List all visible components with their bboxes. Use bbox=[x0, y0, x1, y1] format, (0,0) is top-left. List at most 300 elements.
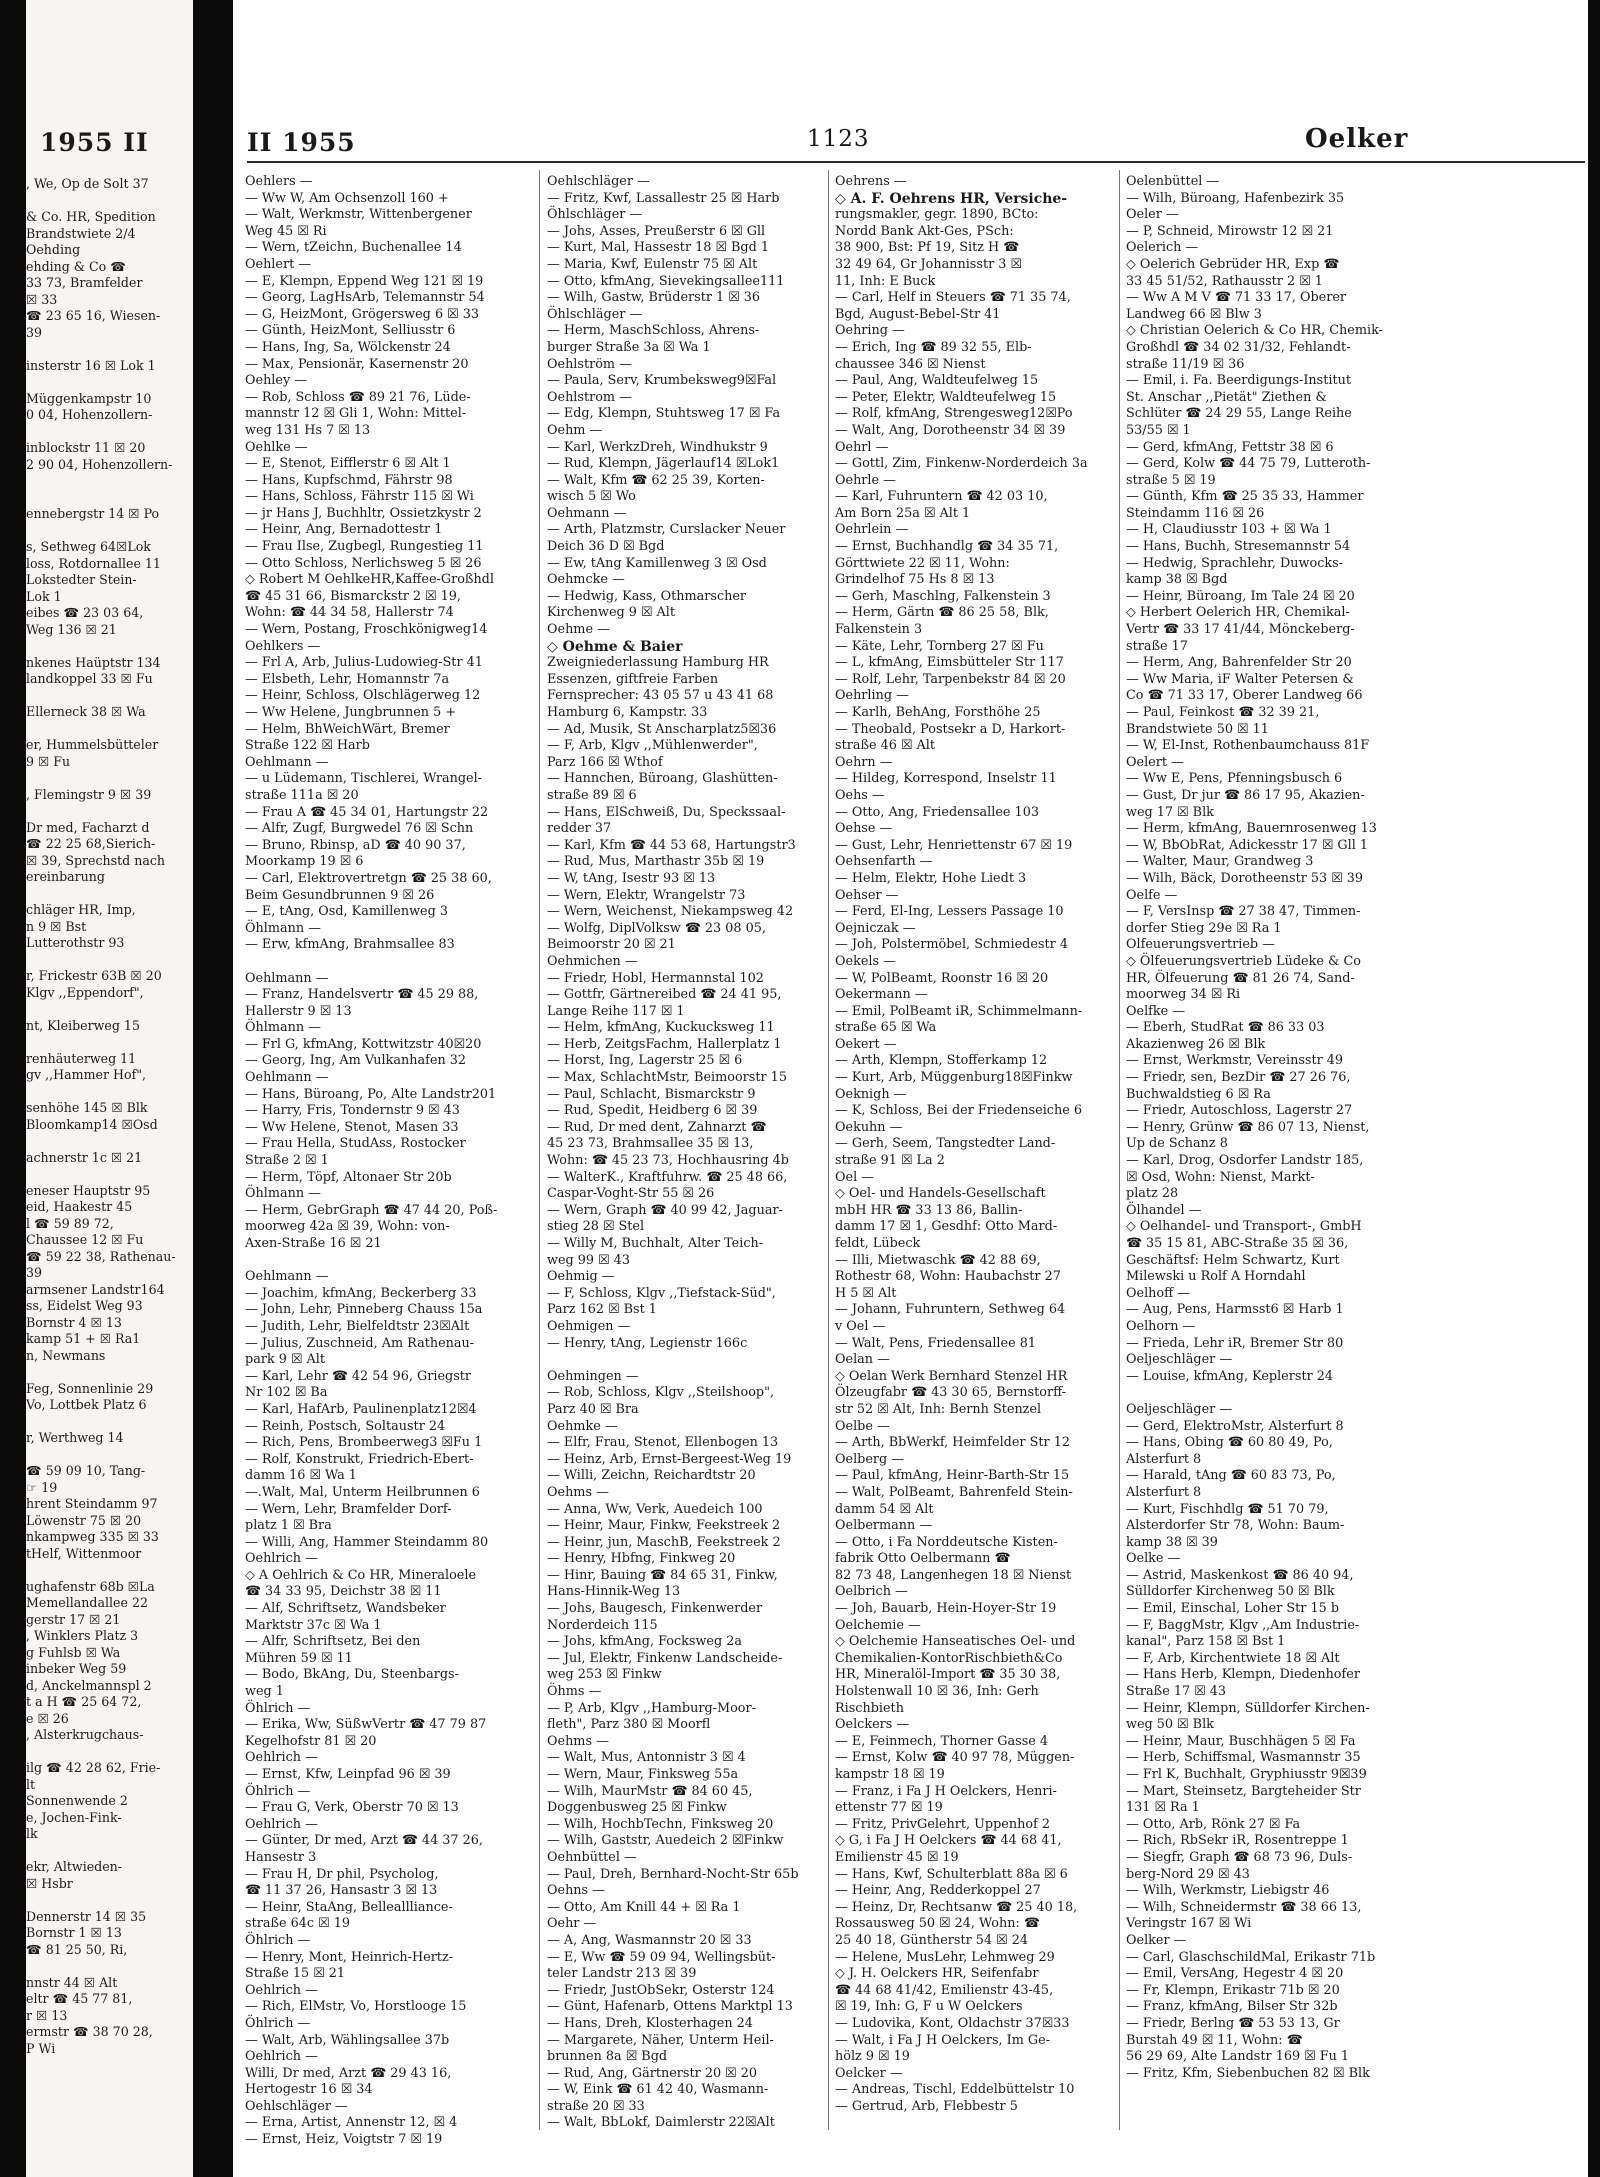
directory-entry-line: — Andreas, Tischl, Eddelbüttelstr 10 bbox=[835, 2082, 1075, 2098]
directory-entry-line: — Walt, PolBeamt, Bahrenfeld Stein- bbox=[835, 1484, 1073, 1500]
directory-entry-line: moorweg 42a ☒ 39, Wohn: von- bbox=[245, 1219, 450, 1235]
directory-entry-line: Moorkamp 19 ☒ 6 bbox=[245, 854, 364, 870]
directory-entry-line: — Wilh, MaurMstr ☎ 84 60 45, bbox=[547, 1783, 753, 1799]
directory-entry-line: straße 17 bbox=[1126, 638, 1188, 654]
directory-entry-line: — E, Ww ☎ 59 09 94, Wellingsbüt- bbox=[547, 1949, 776, 1965]
directory-entry-line: Oeknigh — bbox=[835, 1086, 907, 1102]
directory-entry-line: Oehmcke — bbox=[547, 572, 625, 588]
directory-entry-line: ermstr ☎ 38 70 28, bbox=[26, 2024, 153, 2039]
directory-entry-line: Oelke — bbox=[1126, 1551, 1181, 1567]
directory-entry-line bbox=[26, 803, 193, 820]
directory-entry-line bbox=[547, 1352, 839, 1369]
directory-entry-line: — Willi, Zeichn, Reichardtstr 20 bbox=[547, 1468, 756, 1484]
directory-entry-line: — Gust, Dr jur ☎ 86 17 95, Akazien- bbox=[1126, 787, 1365, 803]
directory-entry-line: — F, Arb, Klgv ,,Mühlenwerder", bbox=[547, 738, 758, 754]
directory-entry-line: — Walt, Ang, Dorotheenstr 34 ☒ 39 bbox=[835, 422, 1066, 438]
directory-entry-line: — W, Eink ☎ 61 42 40, Wasmann- bbox=[547, 2082, 769, 2098]
directory-entry-line: — Emil, VersAng, Hegestr 4 ☒ 20 bbox=[1126, 1966, 1344, 1982]
directory-entry-line: Öhlmann — bbox=[245, 920, 321, 936]
directory-entry-line: d, Anckelmannspl 2 bbox=[26, 1677, 152, 1693]
directory-entry-line: Oelenbüttel — bbox=[1126, 174, 1220, 189]
directory-entry-line: weg 131 Hs 7 ☒ 13 bbox=[245, 422, 371, 438]
directory-entry-line: Am Born 25a ☒ Alt 1 bbox=[835, 505, 971, 521]
directory-entry-line: — Günt, Hafenarb, Ottens Marktpl 13 bbox=[547, 1999, 793, 2015]
directory-entry-line: — Heinz, Dr, Rechtsanw ☎ 25 40 18, bbox=[835, 1899, 1078, 1915]
directory-entry-line: — Hans, Buchh, Stresemannstr 54 bbox=[1126, 539, 1351, 555]
directory-entry-line: Marktstr 37c ☒ Wa 1 bbox=[245, 1617, 382, 1633]
directory-entry-line bbox=[26, 424, 193, 441]
directory-entry-line: — Paul, Ang, Waldteufelweg 15 bbox=[835, 373, 1039, 389]
directory-entry-line: — Franz, Handelsvertr ☎ 45 29 88, bbox=[245, 987, 479, 1003]
directory-entry-line: — Carl, Helf in Steuers ☎ 71 35 74, bbox=[835, 290, 1071, 306]
directory-entry-line: — Wilh, Gastw, Brüderstr 1 ☒ 36 bbox=[547, 290, 761, 306]
directory-entry-line: r ☒ 13 bbox=[26, 2007, 68, 2023]
directory-entry-line: Memellandallee 22 bbox=[26, 1595, 148, 1610]
directory-entry-line: Klgv ,,Eppendorf", bbox=[26, 984, 144, 1000]
directory-entry-line: ☒ 19, Inh: G, F u W Oelckers bbox=[835, 1999, 1023, 2015]
directory-entry-line: — Kurt, Fischhdlg ☎ 51 70 79, bbox=[1126, 1501, 1329, 1517]
directory-entry-line: — Wern, Postang, Froschkönigweg14 bbox=[245, 622, 488, 638]
directory-entry-line: senhöhe 145 ☒ Blk bbox=[26, 1100, 148, 1115]
directory-entry-line: chaussee 346 ☒ Nienst bbox=[835, 356, 986, 372]
directory-entry-line: — Hans, Schloss, Fährstr 115 ☒ Wi bbox=[245, 489, 474, 505]
directory-entry-line: ughafenstr 68b ☒La bbox=[26, 1578, 155, 1594]
directory-entry-line bbox=[26, 1562, 193, 1579]
directory-entry-line: — Herb, ZeitgsFachm, Hallerplatz 1 bbox=[547, 1036, 782, 1052]
directory-entry-line: — P, Arb, Klgv ,,Hamburg-Moor- bbox=[547, 1700, 756, 1716]
directory-entry-line: — Kurt, Mal, Hassestr 18 ☒ Bgd 1 bbox=[547, 240, 770, 256]
directory-entry-line: — Bodo, BkAng, Du, Steenbargs- bbox=[245, 1667, 459, 1683]
directory-entry-line: ◇ Herbert Oelerich HR, Chemikal- bbox=[1126, 605, 1350, 621]
directory-entry-line bbox=[26, 490, 193, 507]
directory-entry-line bbox=[26, 473, 193, 490]
directory-entry-line: — E, tAng, Osd, Kamillenweg 3 bbox=[245, 904, 449, 920]
directory-entry-line: — Gottfr, Gärtnereibed ☎ 24 41 95, bbox=[547, 987, 782, 1003]
directory-entry-line: eneser Hauptstr 95 bbox=[26, 1182, 151, 1198]
directory-entry-line: berg-Nord 29 ☒ 43 bbox=[1126, 1866, 1250, 1882]
directory-entry-line: — Bruno, Rbinsp, aD ☎ 40 90 37, bbox=[245, 837, 466, 853]
directory-entry-line: — Karlh, BehAng, Forsthöhe 25 bbox=[835, 705, 1041, 720]
directory-entry-line: weg 1 bbox=[245, 1684, 284, 1700]
directory-entry-line bbox=[245, 1253, 537, 1270]
directory-entry-line: e ☒ 26 bbox=[26, 1710, 69, 1726]
directory-entry-line: — Peter, Elektr, Waldteufelweg 15 bbox=[835, 389, 1057, 405]
directory-entry-line: , Flemingstr 9 ☒ 39 bbox=[26, 786, 152, 802]
directory-entry-line: ◇ Robert M OehlkeHR,Kaffee-Großhdl bbox=[245, 572, 494, 588]
directory-entry-line: — Johs, kfmAng, Focksweg 2a bbox=[547, 1634, 743, 1650]
directory-entry-line: Oehrling — bbox=[835, 688, 909, 704]
directory-entry-line: 2 90 04, Hohenzollern- bbox=[26, 456, 173, 472]
directory-entry-line: Falkenstein 3 bbox=[835, 622, 923, 638]
directory-entry-line: ◇ Oelchemie Hanseatisches Oel- und bbox=[835, 1634, 1076, 1650]
directory-entry-line: Hamburg 6, Kampstr. 33 bbox=[547, 705, 708, 720]
directory-entry-line bbox=[26, 1414, 193, 1431]
directory-entry-line: inbeker Weg 59 bbox=[26, 1661, 127, 1676]
directory-entry-line: — Henry, Hbfng, Finkweg 20 bbox=[547, 1551, 736, 1567]
directory-entry-line: — Arth, BbWerkf, Heimfelder Str 12 bbox=[835, 1435, 1070, 1451]
directory-entry-line: Kegelhofstr 81 ☒ 20 bbox=[245, 1733, 377, 1749]
directory-entry-line: — Ad, Musik, St Anscharplatz5☒36 bbox=[547, 721, 777, 737]
directory-entry-line: — Walt, Werkmstr, Wittenbergener bbox=[245, 207, 472, 223]
directory-entry-line: , Alsterkrugchaus- bbox=[26, 1727, 144, 1742]
directory-entry-line: 9 ☒ Fu bbox=[26, 753, 71, 769]
directory-entry-line: nkampweg 335 ☒ 33 bbox=[26, 1529, 159, 1544]
directory-entry-line: — Heinr, Klempn, Sülldorfer Kirchen- bbox=[1126, 1700, 1370, 1716]
directory-entry-line: Oehlmann — bbox=[245, 1269, 329, 1285]
directory-entry-line: — Louise, kfmAng, Keplerstr 24 bbox=[1126, 1368, 1334, 1384]
directory-entry-line: Dennerstr 14 ☒ 35 bbox=[26, 1908, 147, 1924]
directory-entry-line: HR, Ölfeuerung ☎ 81 26 74, Sand- bbox=[1126, 970, 1355, 986]
directory-entry-line: Chaussee 12 ☒ Fu bbox=[26, 1232, 144, 1247]
directory-entry-line: — Herm, Gärtn ☎ 86 25 58, Blk, bbox=[835, 605, 1049, 621]
directory-entry-line: Oehmke — bbox=[547, 1418, 618, 1434]
directory-entry-line: Oehmigen — bbox=[547, 1318, 631, 1334]
directory-entry-line: 11, Inh: E Buck bbox=[835, 273, 936, 289]
directory-entry-line: — Helene, MusLehr, Lehmweg 29 bbox=[835, 1949, 1055, 1965]
directory-entry-line: gerstr 17 ☒ 21 bbox=[26, 1611, 121, 1627]
directory-entry-line: Oehlström — bbox=[547, 356, 632, 372]
directory-entry-line: Brandstwiete 50 ☒ 11 bbox=[1126, 721, 1269, 737]
directory-entry-line: — Otto, kfmAng, Sievekingsallee111 bbox=[547, 273, 785, 289]
directory-entry-line: Parz 40 ☒ Bra bbox=[547, 1401, 639, 1417]
directory-entry-line: HR, Mineralöl-Import ☎ 35 30 38, bbox=[835, 1667, 1061, 1683]
directory-entry-line: ☒ Hsbr bbox=[26, 1875, 73, 1891]
directory-entry-line: feldt, Lübeck bbox=[835, 1236, 921, 1251]
directory-entry-line: — Paul, Schlacht, Bismarckstr 9 bbox=[547, 1086, 756, 1102]
directory-entry-line: Öhlrich — bbox=[245, 1700, 311, 1716]
directory-entry-line: Zweigniederlassung Hamburg HR bbox=[547, 655, 769, 671]
directory-entry-line: Deich 36 D ☒ Bgd bbox=[547, 539, 665, 555]
directory-entry-line: Dr med, Facharzt d bbox=[26, 819, 150, 835]
directory-entry-line: Oeler — bbox=[1126, 207, 1179, 223]
directory-entry-line: eibes ☎ 23 03 64, bbox=[26, 605, 144, 620]
directory-entry-line: Oelcker — bbox=[835, 2065, 903, 2081]
directory-entry-line: v Oel — bbox=[835, 1318, 886, 1334]
directory-entry-line: — Paul, Feinkost ☎ 32 39 21, bbox=[1126, 705, 1320, 720]
page-gutter bbox=[193, 0, 233, 2177]
directory-entry-line: straße 5 ☒ 19 bbox=[1126, 472, 1216, 488]
directory-entry-line: — WalterK., Kraftfuhrw. ☎ 25 48 66, bbox=[547, 1169, 788, 1185]
directory-entry-line: Nordd Bank Akt-Ges, PSch: bbox=[835, 223, 1014, 239]
directory-entry-line: — Georg, Ing, Am Vulkanhafen 32 bbox=[245, 1053, 467, 1069]
directory-entry-line: Oehlstrom — bbox=[547, 389, 632, 405]
directory-entry-line: ◇ A Oehlrich & Co HR, Mineraloele bbox=[245, 1567, 477, 1583]
directory-entry-line: Hallerstr 9 ☒ 13 bbox=[245, 1003, 352, 1019]
directory-entry-line: — Karl, HafArb, Paulinenplatz12☒4 bbox=[245, 1401, 477, 1417]
directory-entry-line: Oehme — bbox=[547, 622, 610, 638]
directory-entry-line: Up de Schanz 8 bbox=[1126, 1136, 1228, 1152]
directory-entry-line: — Edg, Klempn, Stuhtsweg 17 ☒ Fa bbox=[547, 406, 781, 422]
directory-entry-line: — Otto, Arb, Rönk 27 ☒ Fa bbox=[1126, 1816, 1301, 1832]
directory-entry-line: — Wolfg, DiplVolksw ☎ 23 08 05, bbox=[547, 920, 766, 936]
directory-entry-line: — Wern, Maur, Finksweg 55a bbox=[547, 1767, 739, 1782]
directory-entry-line: Oel — bbox=[835, 1169, 875, 1185]
directory-entry-line: Löwenstr 75 ☒ 20 bbox=[26, 1512, 142, 1528]
directory-entry-line: Oehm — bbox=[547, 422, 603, 438]
directory-entry-line: Öhlschläger — bbox=[547, 306, 643, 322]
directory-entry-line: lk bbox=[26, 1826, 38, 1841]
directory-entry-line: — F, BaggMstr, Klgv ,,Am Industrie- bbox=[1126, 1617, 1360, 1633]
directory-entry-line: platz 1 ☒ Bra bbox=[245, 1518, 332, 1534]
directory-entry-line: Oehmingen — bbox=[547, 1368, 639, 1384]
directory-entry-line bbox=[26, 523, 193, 540]
directory-entry-line: kanal", Parz 158 ☒ Bst 1 bbox=[1126, 1634, 1286, 1650]
directory-entry-line: — Heinz, Arb, Ernst-Bergeest-Weg 19 bbox=[547, 1451, 792, 1467]
directory-entry-line bbox=[26, 1892, 193, 1909]
directory-entry-line: — Wilh, HochbTechn, Finksweg 20 bbox=[547, 1816, 774, 1832]
directory-entry-line: — Ernst, Werkmstr, Vereinsstr 49 bbox=[1126, 1053, 1344, 1069]
directory-entry-line: Oehser — bbox=[835, 887, 899, 903]
directory-entry-line: Lokstedter Stein- bbox=[26, 572, 137, 587]
directory-entry-line: Willi, Dr med, Arzt ☎ 29 43 16, bbox=[245, 2065, 452, 2081]
running-head-catchword: Oelker bbox=[1305, 124, 1409, 154]
directory-entry-line bbox=[26, 1133, 193, 1150]
directory-entry-line: — Rich, Pens, Brombeerweg3 ☒Fu 1 bbox=[245, 1435, 483, 1451]
directory-entry-line: — Hans, ElSchweiß, Du, Speckssaal- bbox=[547, 804, 786, 820]
directory-entry-line: g Fuhlsb ☒ Wa bbox=[26, 1644, 121, 1660]
directory-entry-line: 53/55 ☒ 1 bbox=[1126, 422, 1191, 438]
directory-entry-line: Straße 2 ☒ 1 bbox=[245, 1153, 329, 1169]
directory-entry-line: Oekermann — bbox=[835, 987, 928, 1003]
directory-entry-line: — Ew, tAng Kamillenweg 3 ☒ Osd bbox=[547, 555, 767, 571]
directory-entry-line: Oelerich — bbox=[1126, 240, 1199, 256]
directory-entry-line: Kirchenweg 9 ☒ Alt bbox=[547, 605, 676, 621]
directory-entry-line: Oehring — bbox=[835, 323, 905, 339]
directory-entry-line: ☎ 11 37 26, Hansastr 3 ☒ 13 bbox=[245, 1883, 438, 1899]
directory-entry-line: weg 17 ☒ Blk bbox=[1126, 804, 1214, 820]
directory-entry-line: Müggenkampstr 10 bbox=[26, 390, 152, 406]
directory-entry-line: mannstr 12 ☒ Gli 1, Wohn: Mittel- bbox=[245, 406, 467, 422]
directory-entry-line: — Heinr, StaAng, Belleallliance- bbox=[245, 1899, 453, 1915]
directory-entry-line: Rothestr 68, Wohn: Haubachstr 27 bbox=[835, 1269, 1061, 1285]
directory-entry-line: — Paul, Dreh, Bernhard-Nocht-Str 65b bbox=[547, 1866, 799, 1882]
directory-entry-line: ◇ Ölfeuerungsvertrieb Lüdeke & Co bbox=[1126, 953, 1361, 969]
directory-entry-line: — Hedwig, Kass, Othmarscher bbox=[547, 588, 747, 604]
directory-entry-line: — Otto, Ang, Friedensallee 103 bbox=[835, 804, 1039, 820]
directory-entry-line: platz 28 bbox=[1126, 1186, 1179, 1202]
directory-entry-line: Grindelhof 75 Hs 8 ☒ 13 bbox=[835, 572, 995, 588]
directory-entry-line: hölz 9 ☒ 19 bbox=[835, 2049, 910, 2065]
directory-entry-line: Oeljeschläger — bbox=[1126, 1401, 1233, 1417]
directory-entry-line: weg 253 ☒ Finkw bbox=[547, 1667, 662, 1683]
directory-entry-line: — Maria, Kwf, Eulenstr 75 ☒ Alt bbox=[547, 256, 758, 272]
directory-entry-line bbox=[26, 1843, 193, 1860]
directory-entry-line: Oehlkers — bbox=[245, 638, 321, 654]
directory-entry-line: — Erw, kfmAng, Brahmsallee 83 bbox=[245, 937, 455, 953]
directory-entry-line: — Max, SchlachtMstr, Beimoorstr 15 bbox=[547, 1070, 787, 1086]
directory-entry-line: Öhlmann — bbox=[245, 1186, 321, 1202]
directory-entry-line: — Käte, Lehr, Tornberg 27 ☒ Fu bbox=[835, 638, 1044, 654]
directory-entry-line: Oehlke — bbox=[245, 439, 308, 455]
directory-entry-line: — Arth, Klempn, Stofferkamp 12 bbox=[835, 1053, 1048, 1069]
directory-entry-line: — Hans, Kwf, Schulterblatt 88a ☒ 6 bbox=[835, 1866, 1068, 1882]
directory-entry-line: — Illi, Mietwaschk ☎ 42 88 69, bbox=[835, 1252, 1041, 1268]
directory-entry-line: — F, Arb, Kirchentwiete 18 ☒ Alt bbox=[1126, 1650, 1340, 1666]
directory-entry-line: ss, Eidelst Weg 93 bbox=[26, 1298, 143, 1313]
directory-entry-line: — Frau A ☎ 45 34 01, Hartungstr 22 bbox=[245, 804, 489, 820]
directory-entry-line: — K, Schloss, Bei der Friedenseiche 6 bbox=[835, 1103, 1082, 1119]
directory-entry-line: Alsterfurt 8 bbox=[1126, 1451, 1202, 1467]
directory-entry-line: St. Anschar ,,Pietät" Ziethen & bbox=[1126, 389, 1327, 405]
directory-entry-line: Milewski u Rolf A Horndahl bbox=[1126, 1269, 1306, 1285]
directory-entry-line: nkenes Haüptstr 134 bbox=[26, 654, 161, 670]
directory-entry-line: ◇ Oehme & Baier bbox=[547, 638, 683, 655]
directory-entry-line: Oehlrich — bbox=[245, 1551, 318, 1567]
directory-entry-line: nnstr 44 ☒ Alt bbox=[26, 1974, 118, 1990]
directory-entry-line: loss, Rotdornallee 11 bbox=[26, 555, 161, 571]
directory-entry-line: straße 65 ☒ Wa bbox=[835, 1020, 937, 1036]
directory-entry-line: H 5 ☒ Alt bbox=[835, 1285, 897, 1301]
directory-entry-line: ◇ Oel- und Handels-Gesellschaft bbox=[835, 1186, 1046, 1202]
directory-entry-line: Öhlrich — bbox=[245, 2015, 311, 2031]
running-head-edition: II 1955 bbox=[247, 128, 356, 157]
directory-entry-line: — Otto, i Fa Norddeutsche Kisten- bbox=[835, 1534, 1058, 1550]
directory-entry-line: Lutterothstr 93 bbox=[26, 935, 125, 950]
directory-entry-line: — E, Feinmech, Thorner Gasse 4 bbox=[835, 1733, 1049, 1749]
directory-entry-line: — Wilh, Werkmstr, Liebigstr 46 bbox=[1126, 1883, 1330, 1899]
directory-entry-line: Rossausweg 50 ☒ 24, Wohn: ☎ bbox=[835, 1916, 1040, 1932]
directory-entry-line: Oehlrich — bbox=[245, 1816, 318, 1832]
directory-entry-line: ☒ 39, Sprechstd nach bbox=[26, 852, 166, 868]
directory-entry-line: ◇ G, i Fa J H Oelckers ☎ 44 68 41, bbox=[835, 1833, 1062, 1849]
directory-entry-line: Chemikalien-KontorRischbieth&Co bbox=[835, 1650, 1063, 1666]
directory-entry-line: straße 64c ☒ 19 bbox=[245, 1916, 350, 1932]
directory-entry-line: — Margarete, Näher, Unterm Heil- bbox=[547, 2032, 774, 2048]
left-page-fragment bbox=[26, 0, 193, 2177]
directory-entry-line: — Heinr, Maur, Finkw, Feekstreek 2 bbox=[547, 1518, 781, 1534]
directory-entry-line: Oejniczak — bbox=[835, 920, 916, 936]
directory-entry-line bbox=[26, 1166, 193, 1183]
directory-entry-line: — Otto, Am Knill 44 + ☒ Ra 1 bbox=[547, 1899, 741, 1915]
directory-entry-line bbox=[26, 638, 193, 655]
directory-entry-line: Oehrle — bbox=[835, 472, 896, 488]
directory-entry-line: Axen-Straße 16 ☒ 21 bbox=[245, 1236, 382, 1251]
directory-entry-line: , We, Op de Solt 37 bbox=[26, 176, 149, 191]
directory-entry-line: — Herm, kfmAng, Bauernrosenweg 13 bbox=[1126, 821, 1377, 837]
directory-entry-line: P Wi bbox=[26, 2040, 56, 2056]
directory-entry-line: nt, Kleiberweg 15 bbox=[26, 1017, 140, 1033]
directory-entry-line: —.Walt, Mal, Unterm Heilbrunnen 6 bbox=[245, 1484, 480, 1500]
directory-entry-line: Oehrlein — bbox=[835, 522, 909, 538]
directory-entry-line: — Fr, Klempn, Erikastr 71b ☒ 20 bbox=[1126, 1982, 1340, 1998]
directory-entry-line bbox=[26, 1447, 193, 1464]
directory-entry-line: — Hildeg, Korrespond, Inselstr 11 bbox=[835, 771, 1057, 787]
directory-entry-line: Oehlrich — bbox=[245, 1982, 318, 1998]
directory-entry-line: — Julius, Zuschneid, Am Rathenau- bbox=[245, 1335, 475, 1351]
directory-entry-line: kamp 38 ☒ 39 bbox=[1126, 1534, 1218, 1550]
directory-entry-line: — Heinr, Schloss, Olschlägerweg 12 bbox=[245, 688, 481, 704]
directory-entry-line: — Frau G, Verk, Oberstr 70 ☒ 13 bbox=[245, 1800, 459, 1816]
directory-entry-line: Nr 102 ☒ Ba bbox=[245, 1385, 328, 1401]
directory-entry-line: — Ww Helene, Jungbrunnen 5 + bbox=[245, 705, 457, 720]
directory-entry-line: Oelhorn — bbox=[1126, 1318, 1196, 1334]
directory-entry-line: Alsterfurt 8 bbox=[1126, 1484, 1202, 1500]
directory-entry-line: — Horst, Ing, Lagerstr 25 ☒ 6 bbox=[547, 1053, 743, 1069]
directory-entry-line: — Frl K, Buchhalt, Gryphiusstr 9☒39 bbox=[1126, 1767, 1367, 1782]
directory-entry-line: — Frau Hella, StudAss, Rostocker bbox=[245, 1136, 466, 1152]
directory-entry-line: weg 50 ☒ Blk bbox=[1126, 1717, 1214, 1733]
directory-entry-line: ereinbarung bbox=[26, 869, 105, 884]
directory-entry-line: 33 45 51/52, Rathausstr 2 ☒ 1 bbox=[1126, 273, 1323, 289]
directory-entry-line: Brandstwiete 2/4 bbox=[26, 225, 136, 241]
directory-entry-line: ekr, Altwieden- bbox=[26, 1859, 123, 1874]
directory-entry-line: Oehlschläger — bbox=[547, 174, 650, 189]
directory-entry-line: — Heinr, Büroang, Im Tale 24 ☒ 20 bbox=[1126, 588, 1355, 604]
directory-entry-line: — F, VersInsp ☎ 27 38 47, Timmen- bbox=[1126, 904, 1361, 920]
directory-entry-line: straße 20 ☒ 33 bbox=[547, 2098, 645, 2114]
directory-entry-line bbox=[26, 1744, 193, 1761]
directory-entry-line: — Ludovika, Kont, Oldachstr 37☒33 bbox=[835, 2015, 1070, 2031]
directory-entry-line: — Emil, Einschal, Loher Str 15 b bbox=[1126, 1601, 1340, 1617]
directory-entry-line: wisch 5 ☒ Wo bbox=[547, 489, 636, 505]
directory-entry-line: Oehms — bbox=[547, 1484, 609, 1500]
directory-entry-line: — Friedr, Berlng ☎ 53 53 13, Gr bbox=[1126, 2015, 1340, 2031]
directory-entry-line: — Anna, Ww, Verk, Auedeich 100 bbox=[547, 1501, 763, 1517]
directory-entry-line: — Ww E, Pens, Pfenningsbusch 6 bbox=[1126, 771, 1343, 787]
directory-entry-line: Oehlmann — bbox=[245, 970, 329, 986]
directory-entry-line: — Walt, Pens, Friedensallee 81 bbox=[835, 1335, 1037, 1351]
directory-entry-line: — A, Ang, Wasmannstr 20 ☒ 33 bbox=[547, 1932, 752, 1948]
directory-entry-line: — Günth, Kfm ☎ 25 35 33, Hammer bbox=[1126, 489, 1364, 505]
directory-entry-line: — Hans, Dreh, Klosterhagen 24 bbox=[547, 2015, 753, 2031]
directory-entry-line: Görttwiete 22 ☒ 11, Wohn: bbox=[835, 555, 1010, 571]
directory-entry-line: — Ww Helene, Stenot, Masen 33 bbox=[245, 1119, 459, 1135]
directory-entry-line: — Walt, i Fa J H Oelckers, Im Ge- bbox=[835, 2032, 1051, 2048]
directory-entry-line: — Walt, Kfm ☎ 62 25 39, Korten- bbox=[547, 472, 765, 488]
directory-entry-line: — Harry, Fris, Tondernstr 9 ☒ 43 bbox=[245, 1103, 460, 1119]
directory-entry-line: Veringstr 167 ☒ Wi bbox=[1126, 1916, 1252, 1932]
directory-entry-line: — Herm, Töpf, Altonaer Str 20b bbox=[245, 1169, 452, 1185]
directory-entry-line: stieg 28 ☒ Stel bbox=[547, 1219, 645, 1235]
directory-entry-line: Oehse — bbox=[835, 821, 893, 837]
directory-entry-line: — Hinr, Bauing ☎ 84 65 31, Finkw, bbox=[547, 1567, 778, 1583]
directory-entry-line: — Hans, Büroang, Po, Alte Landstr201 bbox=[245, 1086, 497, 1102]
directory-entry-line: 39 bbox=[26, 1265, 43, 1280]
directory-entry-line: ☎ 44 68 41/42, Emilienstr 43-45, bbox=[835, 1982, 1054, 1998]
directory-entry-line: — Karl, Fuhruntern ☎ 42 03 10, bbox=[835, 489, 1048, 505]
directory-entry-line: Oehlmann — bbox=[245, 1070, 329, 1086]
directory-entry-line: — Johann, Fuhruntern, Sethweg 64 bbox=[835, 1302, 1066, 1318]
directory-entry-line: Straße 122 ☒ Harb bbox=[245, 738, 370, 754]
directory-entry-line: Sonnenwende 2 bbox=[26, 1793, 128, 1808]
directory-entry-line: — Walter, Maur, Grandweg 3 bbox=[1126, 854, 1314, 870]
directory-entry-line: — Joachim, kfmAng, Beckerberg 33 bbox=[245, 1285, 477, 1301]
directory-entry-line: Oelker — bbox=[1126, 1932, 1187, 1948]
directory-entry-line: kampstr 18 ☒ 19 bbox=[835, 1767, 945, 1782]
directory-entry-line: Oehlrich — bbox=[245, 1750, 318, 1766]
directory-entry-line: — Harald, tAng ☎ 60 83 73, Po, bbox=[1126, 1468, 1336, 1484]
directory-entry-line: — Hans Herb, Klempn, Diedenhofer bbox=[1126, 1667, 1360, 1683]
directory-entry-line bbox=[245, 954, 537, 971]
directory-entry-line: — Friedr, Hobl, Hermannstal 102 bbox=[547, 970, 764, 986]
directory-entry-line: — Heinr, jun, MaschB, Feekstreek 2 bbox=[547, 1534, 781, 1550]
directory-entry-line: kamp 38 ☒ Bgd bbox=[1126, 572, 1228, 588]
directory-entry-line: — W, PolBeamt, Roonstr 16 ☒ 20 bbox=[835, 970, 1049, 986]
directory-entry-line: — Günter, Dr med, Arzt ☎ 44 37 26, bbox=[245, 1833, 483, 1849]
directory-entry-line: — Wilh, Bäck, Dorotheenstr 53 ☒ 39 bbox=[1126, 870, 1364, 886]
directory-entry-line: Öhlrich — bbox=[245, 1783, 311, 1799]
directory-entry-line: damm 54 ☒ Alt bbox=[835, 1501, 934, 1517]
directory-entry-line: str 52 ☒ Alt, Inh: Bernh Stenzel bbox=[835, 1401, 1042, 1417]
directory-entry-line: Weg 45 ☒ Ri bbox=[245, 223, 327, 239]
directory-entry-line: — Ww A M V ☎ 71 33 17, Oberer bbox=[1126, 290, 1347, 306]
directory-entry-line: — P, Schneid, Mirowstr 12 ☒ 21 bbox=[1126, 223, 1334, 239]
directory-entry-line: Burstah 49 ☒ 11, Wohn: ☎ bbox=[1126, 2032, 1303, 2048]
directory-entry-line: — Franz, i Fa J H Oelckers, Henri- bbox=[835, 1783, 1057, 1799]
column-divider bbox=[539, 170, 540, 2130]
binding-edge-right bbox=[1588, 0, 1600, 2177]
directory-entry-line: Oehms — bbox=[547, 1733, 609, 1749]
